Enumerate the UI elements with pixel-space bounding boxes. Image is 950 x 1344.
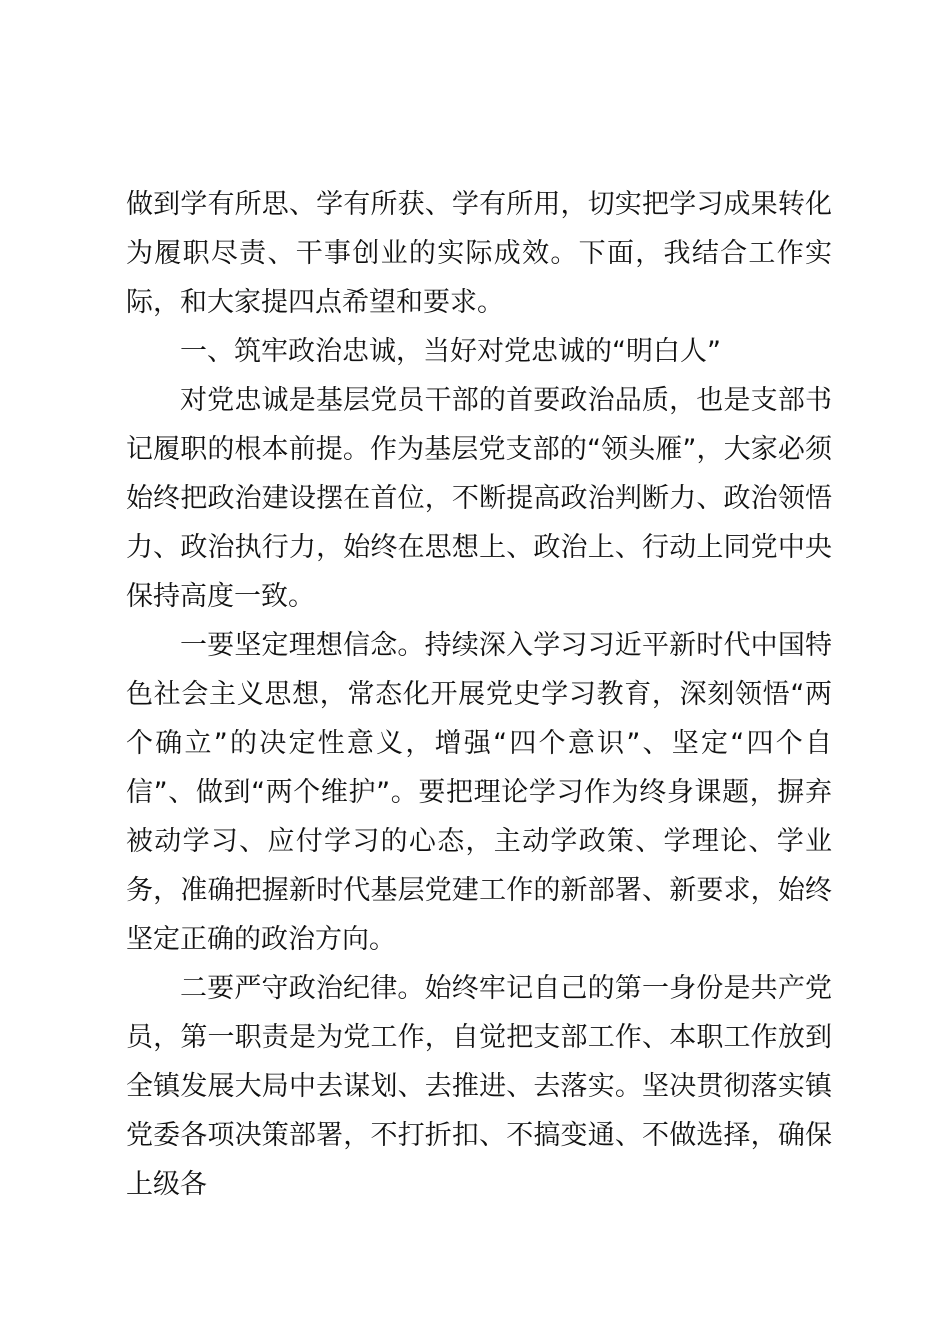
paragraph-continuation: 做到学有所思、学有所获、学有所用，切实把学习成果转化为履职尽责、干事创业的实际成效。下面，我结合工作实际，和大家提四点希望和要求。 [126, 189, 832, 318]
section-heading-1: 一、筑牢政治忠诚，当好对党忠诚的“明白人” [180, 336, 721, 367]
paragraph-loyalty-intro: 对党忠诚是基层党员干部的首要政治品质，也是支部书记履职的根本前提。作为基层党支部的“领头雁”，大家必须始终把政治建设摆在首位，不断提高政治判断力、政治领悟力、政治执行力，始终在思想上、政治上、行动上同党中央保持高度一致。 [126, 385, 832, 612]
paragraph-ideals-belief: 一要坚定理想信念。持续深入学习习近平新时代中国特色社会主义思想，常态化开展党史学习教育，深刻领悟“两个确立”的决定性意义，增强“四个意识”、坚定“四个自信”、做到“两个维护”。要把理论学习作为终身课题，摒弃被动学习、应付学习的心态，主动学政策、学理论、学业务，准确把握新时代基层党建工作的新部署、新要求，始终坚定正确的政治方向。 [126, 630, 832, 955]
paragraph-political-discipline: 二要严守政治纪律。始终牢记自己的第一身份是共产党员，第一职责是为党工作，自觉把支部工作、本职工作放到全镇发展大局中去谋划、去推进、去落实。坚决贯彻落实镇党委各项决策部署，不打折扣、不搞变通、不做选择，确保上级各 [126, 973, 832, 1200]
document-page [126, 180, 832, 1209]
